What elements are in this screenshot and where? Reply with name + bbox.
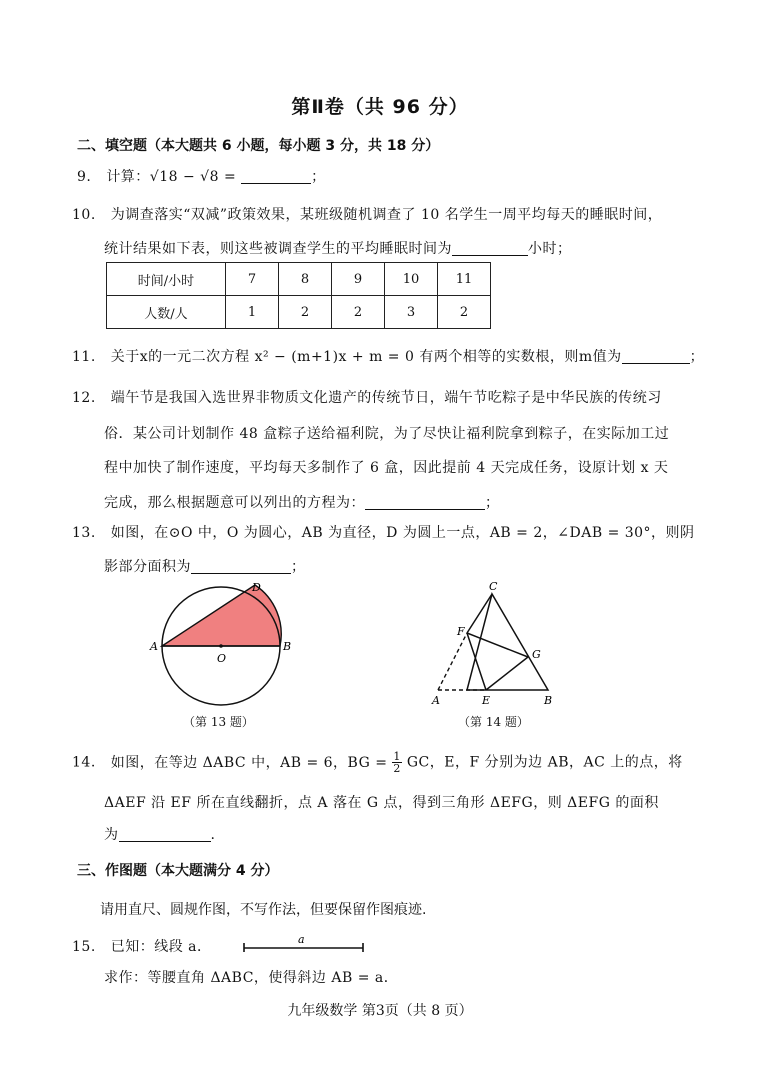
table-header-cell: 时间/小时 (107, 263, 226, 296)
table-cell: 1 (226, 296, 279, 329)
construction-instruction: 请用直尺、圆规作图，不写作法，但要保留作图痕迹. (100, 902, 427, 918)
section-heading-construction: 三、作图题（本大题满分 4 分） (77, 863, 279, 879)
question-text-line-1: 为调查落实“双减”政策效果，某班级随机调查了 10 名学生一周平均每天的睡眠时间， (110, 207, 663, 223)
point-label-e: E (482, 694, 491, 707)
punctuation: . (210, 827, 216, 843)
table-row (107, 263, 491, 296)
question-text-line-1: 端午节是我国入选世界非物质文化遗产的传统节日，端午节吃粽子是中华民族的传统习 (110, 390, 662, 406)
point-label-a: A (432, 694, 440, 707)
point-label-b: B (544, 694, 553, 707)
question-text-line-1b: GC，E，F 分别为边 AB，AC 上的点，将 (406, 754, 683, 771)
unit-text: 小时； (528, 241, 572, 257)
shaded-region (162, 585, 281, 646)
table-cell: 9 (332, 263, 385, 296)
table-row (107, 296, 491, 329)
question-text-line-2: 统计结果如下表，则这些被调查学生的平均睡眠时间为 (104, 241, 452, 257)
answer-blank[interactable] (622, 349, 690, 364)
question-text-line-2: ΔAEF 沿 EF 所在直线翻折，点 A 落在 G 点，得到三角形 ΔEFG，则 ΔEFG 的面积 (104, 795, 659, 811)
triangle-outline (467, 594, 548, 690)
question-text: 计算：√18 − √8 = (106, 169, 237, 185)
question-text-line-1: 如图，在⊙O 中，O 为圆心，AB 为直径，D 为圆上一点，AB = 2，∠DAB = 30°，则阴 (110, 525, 695, 541)
question-11 (72, 346, 704, 366)
question-number: 12. (72, 390, 96, 406)
answer-blank[interactable] (119, 827, 211, 842)
question-number: 14. (72, 754, 96, 771)
page-footer: 九年级数学 第3页（共 8 页） (287, 1003, 473, 1019)
point-label-c: C (489, 580, 498, 593)
table-cell: 2 (332, 296, 385, 329)
table-cell: 2 (438, 296, 491, 329)
question-text-line-2: 俗．某公司计划制作 48 盒粽子送给福利院，为了尽快让福利院拿到粽子，在实际加工过 (104, 426, 670, 442)
answer-blank[interactable] (191, 559, 291, 574)
punctuation: ； (485, 495, 500, 511)
segment-label-a: a (298, 933, 305, 946)
question-14 (72, 751, 683, 774)
point-label-o: O (217, 652, 227, 665)
question-text-line-4: 完成，那么根据题意可以列出的方程为： (104, 495, 365, 511)
sleep-time-table (106, 262, 491, 329)
question-text-line-2: 求作：等腰直角 ΔABC，使得斜边 AB = a． (104, 970, 399, 986)
table-cell: 2 (279, 296, 332, 329)
point-label-b: B (283, 640, 292, 653)
answer-blank[interactable] (365, 495, 485, 510)
point-label-f: F (457, 625, 465, 638)
question-text-line-1: 已知：线段 a． (110, 939, 212, 955)
punctuation: ； (291, 559, 306, 575)
question-15 (72, 936, 212, 956)
answer-blank[interactable] (241, 169, 311, 184)
question-number: 9. (77, 169, 92, 185)
fraction-one-half (392, 751, 402, 774)
point-label-a: A (150, 640, 158, 653)
question-13-line-2 (104, 556, 306, 576)
question-text-line-3: 为 (104, 827, 119, 843)
segment-eg (486, 657, 528, 690)
answer-blank[interactable] (452, 241, 528, 256)
question-number: 15. (72, 939, 96, 955)
question-12-line-4 (104, 492, 500, 512)
table-cell: 8 (279, 263, 332, 296)
question-12 (72, 387, 662, 407)
page-title: 第Ⅱ卷（共 96 分） (291, 96, 469, 118)
question-number: 13. (72, 525, 96, 541)
fraction-numerator: 1 (393, 750, 401, 763)
question-text-line-2: 影部分面积为 (104, 559, 191, 575)
question-text-line-1a: 如图，在等边 ΔABC 中，AB = 6，BG = (110, 754, 388, 771)
figure-14-caption: （第 14 题） (458, 715, 529, 729)
punctuation: ； (311, 169, 326, 185)
question-9 (77, 166, 326, 186)
question-number: 10. (72, 207, 96, 223)
section-heading-fill-in: 二、填空题（本大题共 6 小题，每小题 3 分，共 18 分） (77, 138, 440, 154)
question-13 (72, 522, 695, 542)
figure-14-triangle-diagram (420, 578, 570, 708)
punctuation: ； (689, 349, 705, 365)
point-label-d: D (252, 581, 261, 594)
table-header-cell: 人数/人 (107, 296, 226, 329)
fold-dashed-af (438, 633, 467, 690)
question-number: 11. (72, 349, 96, 365)
center-point (219, 644, 223, 648)
segment-cf (467, 594, 492, 633)
segment-a-figure (240, 930, 370, 956)
point-label-g: G (532, 648, 541, 661)
question-14-line-3 (104, 824, 215, 844)
fraction-denominator: 2 (393, 762, 401, 775)
question-text-line-3: 程中加快了制作速度，平均每天多制作了 6 盒，因此提前 4 天完成任务，设原计划 x 天 (104, 460, 669, 476)
question-10-line-2 (104, 238, 572, 258)
table-cell: 11 (438, 263, 491, 296)
table-cell: 7 (226, 263, 279, 296)
table-cell: 10 (385, 263, 438, 296)
question-text: 关于x的一元二次方程 x² − (m+1)x + m = 0 有两个相等的实数根，则m值为 (110, 349, 622, 365)
figure-13-caption: （第 13 题） (183, 715, 254, 729)
question-10 (72, 204, 662, 224)
table-cell: 3 (385, 296, 438, 329)
